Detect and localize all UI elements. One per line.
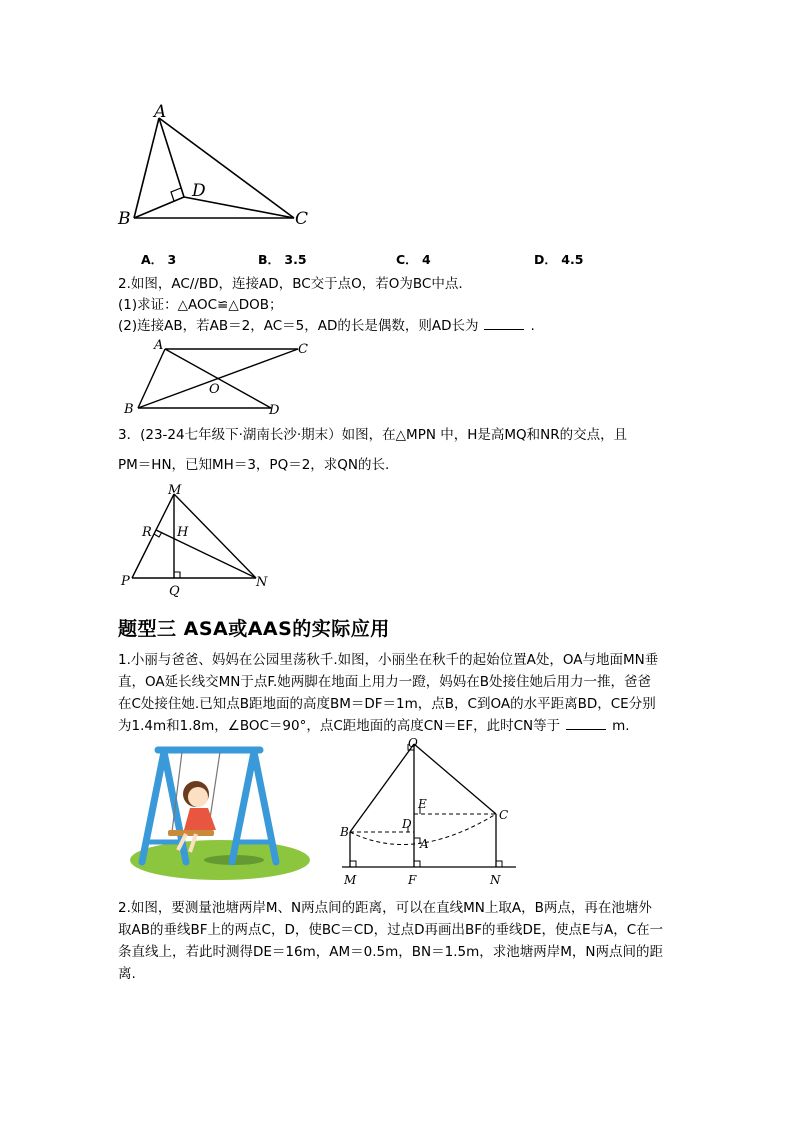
q2-line3-end: . (530, 318, 535, 334)
label-b: B (124, 402, 134, 417)
label-r: R (142, 525, 152, 540)
q2-line3-text: (2)连接AB，若AB＝2，AC＝5，AD的长是偶数，则AD长为 (118, 318, 479, 334)
option-c[interactable]: C． 4 (396, 252, 431, 267)
p1-line3: 在C处接住她.已知点B距地面的高度BM＝DF＝1m，点B，C到OA的水平距离BD，CE分别 (118, 696, 656, 712)
label-n: N (256, 575, 268, 590)
label-o: O (408, 736, 418, 750)
p2-line1: 2.如图，要测量池塘两岸M、N两点间的距离，可以在直线MN上取A，B两点，再在池塘外 (118, 900, 652, 916)
p2-line4: 离. (118, 966, 136, 982)
p2-line3: 条直线上，若此时测得DE＝16m，AM＝0.5m，BN＝1.5m，求池塘两岸M，N两点间的距 (118, 944, 663, 960)
section-title: 题型三 ASA或AAS的实际应用 (118, 618, 390, 640)
mark-n (496, 861, 502, 867)
label-d: D (192, 181, 206, 201)
label-n: N (490, 873, 501, 887)
label-e: E (418, 797, 427, 811)
label-b: B (118, 209, 131, 229)
segment-cb (138, 349, 298, 408)
swing-seat (168, 830, 214, 836)
swing-illustration (124, 742, 314, 882)
p2-line2: 取AB的垂线BF上的两点C，D，使BC＝CD，过点D再画出BF的垂线DE，使点E与A，C在一 (118, 922, 664, 938)
girl-face (188, 787, 208, 807)
p1-line1: 1.小丽与爸爸、妈妈在公园里荡秋千.如图，小丽坐在秋千的起始位置A处，OA与地面MN垂 (118, 652, 659, 668)
label-f: F (408, 873, 417, 887)
p1-line4-text: 为1.4m和1.8m，∠BOC＝90°，点C距地面的高度CN＝EF，此时CN等于 (118, 718, 561, 734)
p1-line2: 直，OA延长线交MN于点F.她两脚在地面上用力一蹬，妈妈在B处接住她后用力一推，爸爸 (118, 674, 652, 690)
q2-line2: (1)求证：△AOC≌△DOB； (118, 297, 283, 313)
q3-line1: 3．(23-24七年级下·湖南长沙·期末）如图，在△MPN 中，H是高MQ和NR的交点，且 (118, 427, 628, 443)
altitude-nr (156, 530, 256, 578)
q3-line2: PM＝HN，已知MH＝3，PQ＝2，求QN的长. (118, 457, 390, 473)
mark-m (350, 861, 356, 867)
label-c: C (499, 808, 509, 822)
option-b[interactable]: B． 3.5 (258, 252, 307, 267)
figure-parallel-lines (118, 336, 318, 420)
segment-ad (159, 118, 184, 197)
label-d: D (269, 403, 280, 418)
label-m: M (344, 873, 357, 887)
q2-line3 (118, 314, 535, 338)
label-d: D (402, 817, 412, 831)
label-p: P (121, 574, 130, 589)
label-a: A (154, 104, 167, 122)
q2-line1: 2.如图，AC//BD，连接AD，BC交于点O，若O为BC中点. (118, 276, 463, 292)
p1-line4-end: m. (612, 718, 630, 734)
label-o: O (209, 382, 220, 397)
figure-swing-geometry (338, 734, 528, 890)
label-q: Q (169, 584, 180, 598)
mark-f (414, 861, 420, 867)
label-a: A (420, 837, 429, 851)
label-c: C (295, 209, 309, 229)
option-a[interactable]: A． 3 (141, 252, 177, 267)
label-b: B (340, 825, 349, 839)
label-m: M (168, 483, 182, 498)
segment-bd (134, 197, 184, 218)
answer-blank[interactable] (566, 715, 606, 730)
figure-triangle-mpn (116, 482, 276, 598)
label-c: C (298, 342, 308, 357)
right-angle-q (174, 572, 180, 578)
segment-ac (159, 118, 294, 218)
segment-ab (134, 118, 159, 218)
answer-blank[interactable] (484, 315, 524, 330)
option-d[interactable]: D． 4.5 (534, 252, 584, 267)
label-h: H (177, 525, 189, 540)
label-a: A (154, 338, 164, 353)
figure-triangle-abd (112, 104, 322, 232)
